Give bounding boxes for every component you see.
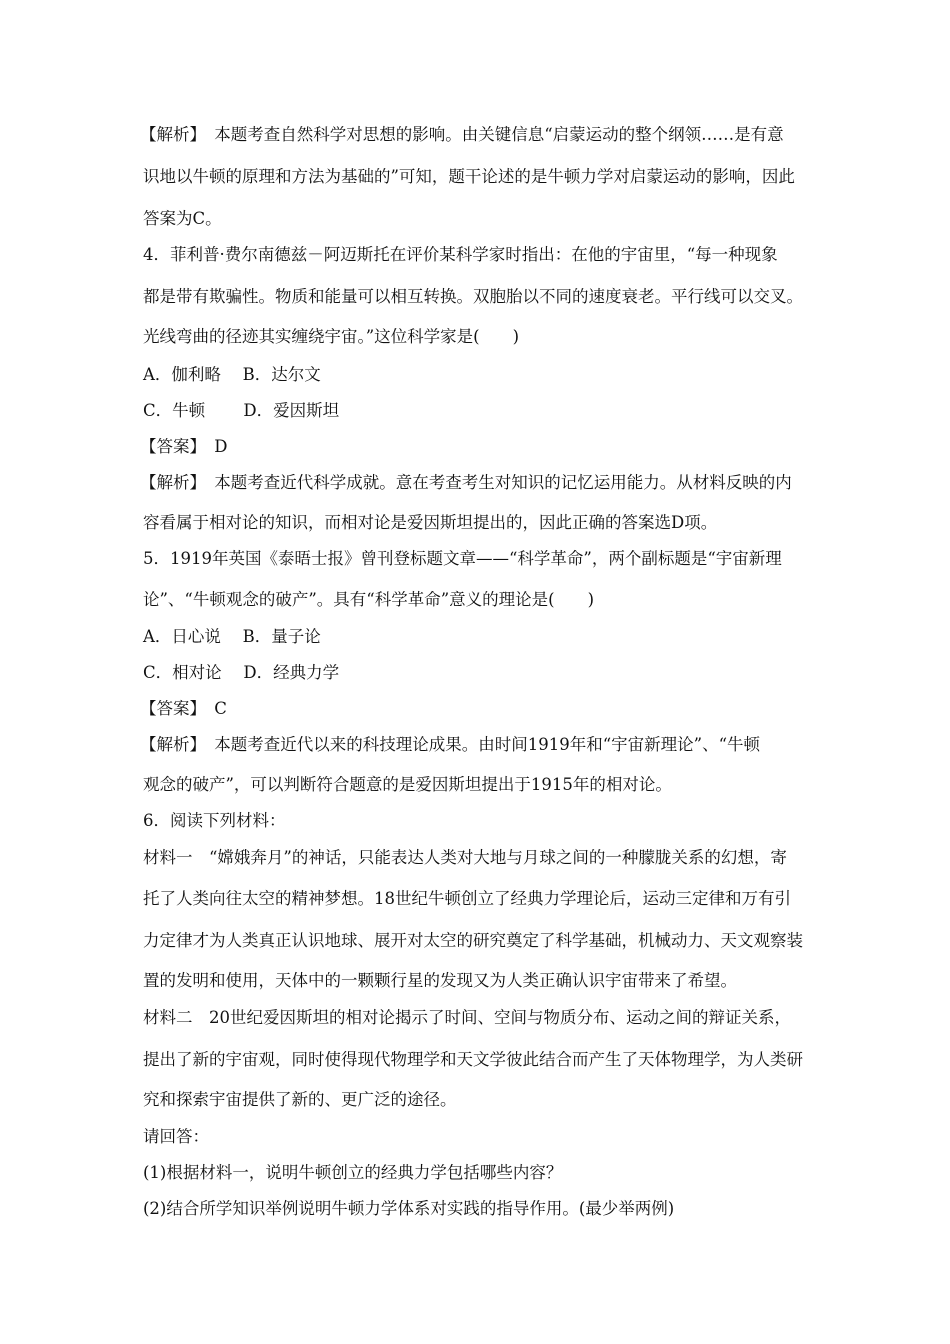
analysis-q3-line-1: 【解析】 本题考查自然科学对思想的影响。由关键信息“启蒙运动的整个纲领……是有意 (140, 125, 784, 144)
question-5-options-cd: C．相对论 D．经典力学 (143, 663, 340, 682)
answer-q5: 【答案】 C (140, 699, 227, 718)
analysis-q3-line-3: 答案为C。 (143, 209, 222, 228)
material-1-line-4: 置的发明和使用，天体中的一颗颗行星的发现又为人类正确认识宇宙带来了希望。 (143, 971, 737, 990)
material-2-line-2: 提出了新的宇宙观，同时使得现代物理学和天文学彼此结合而产生了天体物理学，为人类研 (143, 1050, 803, 1069)
analysis-q5-line-1: 【解析】 本题考查近代以来的科技理论成果。由时间1919年和“宇宙新理论”、“牛顿 (140, 735, 761, 754)
question-4-options-cd: C．牛顿 D．爱因斯坦 (143, 401, 340, 420)
question-5-options-ab: A．日心说 B．量子论 (143, 627, 321, 646)
question-6-intro: 6．阅读下列材料： (143, 811, 286, 830)
analysis-q5-line-2: 观念的破产”，可以判断符合题意的是爱因斯坦提出于1915年的相对论。 (143, 775, 672, 794)
question-6-part-2: (2)结合所学知识举例说明牛顿力学体系对实践的指导作用。(最少举两例) (143, 1199, 675, 1218)
analysis-q4-line-2: 容看属于相对论的知识，而相对论是爱因斯坦提出的，因此正确的答案选D项。 (143, 513, 718, 532)
material-2-line-1: 材料二 20世纪爱因斯坦的相对论揭示了时间、空间与物质分布、运动之间的辩证关系， (143, 1008, 791, 1027)
material-2-line-3: 究和探索宇宙提供了新的、更广泛的途径。 (143, 1090, 457, 1109)
material-1-line-1: 材料一 “嫦娥奔月”的神话，只能表达人类对大地与月球之间的一种朦胧关系的幻想，寄 (143, 848, 787, 867)
material-1-line-2: 托了人类向往太空的精神梦想。18世纪牛顿创立了经典力学理论后，运动三定律和万有引 (143, 889, 791, 908)
question-5-line-2: 论”、“牛顿观念的破产”。具有“科学革命”意义的理论是( ) (143, 590, 595, 609)
question-6-part-1: (1)根据材料一，说明牛顿创立的经典力学包括哪些内容？ (143, 1163, 563, 1182)
material-1-line-3: 力定律才为人类真正认识地球、展开对太空的研究奠定了科学基础，机械动力、天文观察装 (143, 931, 803, 950)
question-4-line-2: 都是带有欺骗性。物质和能量可以相互转换。双胞胎以不同的速度衰老。平行线可以交叉。 (143, 287, 803, 306)
question-6-prompt: 请回答： (143, 1127, 209, 1146)
question-5-line-1: 5．1919年英国《泰晤士报》曾刊登标题文章——“科学革命”，两个副标题是“宇宙新理 (143, 549, 782, 568)
answer-q4: 【答案】 D (140, 437, 228, 456)
analysis-q4-line-1: 【解析】 本题考查近代科学成就。意在考查考生对知识的记忆运用能力。从材料反映的内 (140, 473, 792, 492)
question-4-line-3: 光线弯曲的径迹其实缠绕宇宙。”这位科学家是( ) (143, 327, 520, 346)
question-4-options-ab: A．伽利略 B．达尔文 (143, 365, 321, 384)
question-4-line-1: 4．菲利普·费尔南德兹－阿迈斯托在评价某科学家时指出：在他的宇宙里，“每一种现象 (143, 245, 778, 264)
analysis-q3-line-2: 识地以牛顿的原理和方法为基础的”可知，题干论述的是牛顿力学对启蒙运动的影响，因此 (143, 167, 795, 186)
